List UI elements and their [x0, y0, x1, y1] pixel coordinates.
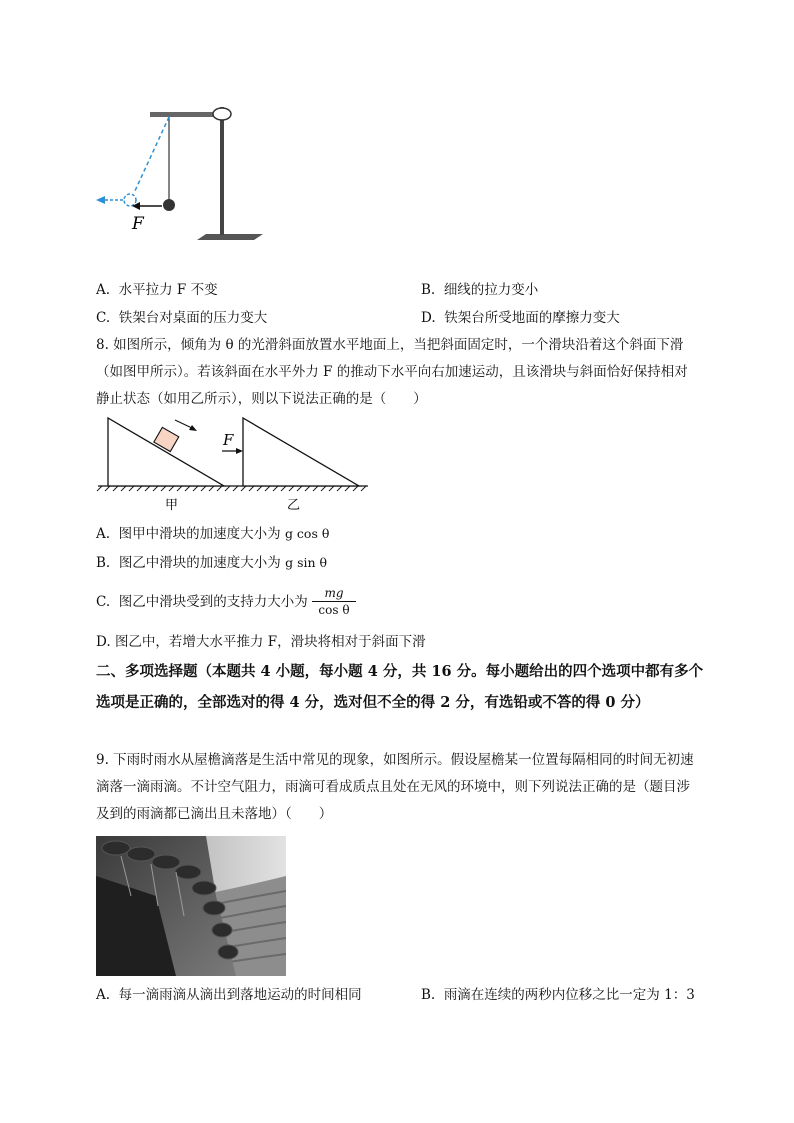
q8-stem: 8. 如图所示，倾角为 θ 的光滑斜面放置水平地面上，当把斜面固定时，一个滑块沿着这个斜面下滑（如图甲所示）。若该斜面在水平外力 F 的推动下水平向右加速运动，且该滑块与斜面恰好保持相对静止状态（如用乙所示），则以下说法正确的是（ ）: [96, 337, 688, 407]
push-arrow-head: [236, 448, 243, 454]
stand-clamp: [213, 108, 231, 120]
incline-left: [108, 418, 224, 486]
q7-option-b: B. 细线的拉力变小: [421, 282, 539, 298]
q9-option-b: B. 雨滴在连续的两秒内位移之比一定为 1：3: [421, 987, 695, 1003]
pendulum-ball: [163, 199, 175, 211]
dashed-arrow-head: [96, 196, 105, 204]
label-jia: 甲: [165, 498, 179, 513]
dashed-ball: [124, 194, 136, 206]
q7-option-c: C. 铁架台对桌面的压力变大: [96, 310, 268, 326]
q9-option-a: A. 每一滴雨滴从滴出到落地运动的时间相同: [96, 987, 362, 1003]
ground-hatching: [97, 486, 366, 491]
incline-right: [243, 418, 359, 486]
incline-figure: [96, 414, 376, 514]
stand-base: [188, 234, 263, 240]
force-label: F: [132, 214, 144, 234]
label-yi: 乙: [287, 498, 301, 513]
slide-arrow-head: [189, 425, 197, 431]
pendulum-stand-figure: [90, 95, 270, 240]
fraction-mg-over-cos: mg cos θ: [312, 585, 356, 618]
q8-option-d: D. 图乙中，若增大水平推力 F，滑块将相对于斜面下滑: [96, 634, 426, 650]
q8-option-c: C. 图乙中滑块受到的支持力大小为: [96, 594, 308, 610]
section-heading: 二、多项选择题（本题共 4 小题，每小题 4 分，共 16 分。每小题给出的四个选项中都有多个选项是正确的，全部选对的得 4 分，选对但不全的得 2 分，有选铅或不答的得 0 分）: [96, 663, 704, 711]
roof-eaves-photo: [96, 836, 286, 976]
push-force-label: F: [223, 431, 234, 449]
q9-stem: 9. 下雨时雨水从屋檐滴落是生活中常见的现象，如图所示。假设屋檐某一位置每隔相同的时间无初速滴落一滴雨滴。不计空气阻力，雨滴可看成质点且处在无风的环境中，则下列说法正确的是（题目涉及到的雨滴都已滴出且未落地）（ ）: [96, 752, 694, 822]
dashed-thread: [134, 117, 169, 193]
q8-option-a: A. 图甲中滑块的加速度大小为 g cos θ: [96, 526, 330, 542]
force-arrow-head: [132, 202, 140, 210]
q8-option-b: B. 图乙中滑块的加速度大小为 g sin θ: [96, 555, 328, 571]
q7-option-d: D. 铁架台所受地面的摩擦力变大: [421, 310, 620, 326]
q7-option-a: A. 水平拉力 F 不变: [96, 282, 218, 298]
stand-pole: [220, 107, 224, 235]
